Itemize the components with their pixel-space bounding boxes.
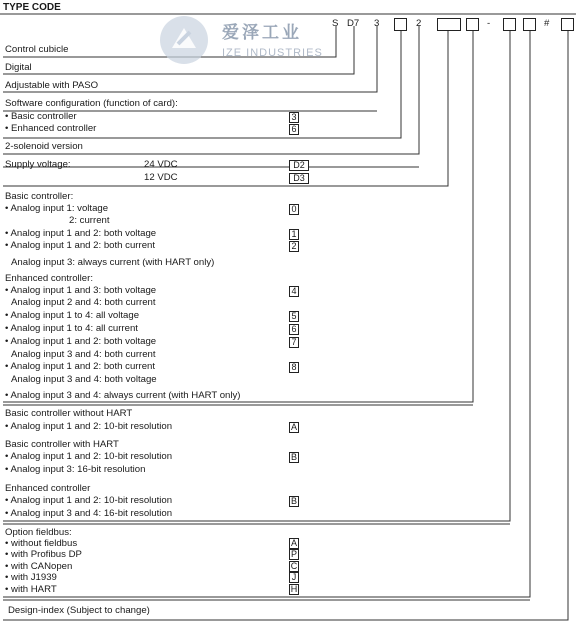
code-box-fc: C	[290, 561, 298, 571]
label-e2: • Analog input 1 to 4: all voltage	[5, 310, 140, 321]
label-digital: Digital	[5, 62, 32, 73]
code-box-d2: D2	[289, 160, 309, 171]
code-dash: -	[487, 18, 491, 29]
label-bnh-hdr: Basic controller without HART	[5, 408, 133, 419]
label-software-config: Software configuration (function of card):	[5, 98, 178, 109]
label-e3: • Analog input 1 to 4: all current	[5, 323, 138, 334]
code-box-fh: H	[290, 584, 298, 594]
code-slot-2	[437, 18, 461, 31]
label-bh1: • Analog input 1 and 2: 10-bit resolution	[5, 451, 173, 462]
code-box-0: 0	[289, 204, 299, 215]
label-12vdc: 12 VDC	[144, 172, 178, 183]
watermark-logo	[158, 14, 210, 70]
label-enhanced-controller: • Enhanced controller	[5, 123, 97, 134]
page-title: TYPE CODE	[3, 2, 61, 13]
label-ec-hdr: Enhanced controller	[5, 483, 91, 494]
code-box-4: 4	[289, 286, 299, 297]
label-b4: Analog input 3: always current (with HART only)	[11, 257, 215, 268]
code-box-2: 2	[289, 241, 299, 252]
code-hash: #	[544, 18, 550, 29]
label-adjustable: Adjustable with PASO	[5, 80, 99, 91]
label-bh-hdr: Basic controller with HART	[5, 439, 119, 450]
label-e1b: Analog input 2 and 4: both current	[11, 297, 156, 308]
watermark-subtext: IZE INDUSTRIES	[222, 47, 323, 59]
label-control-cubicle: Control cubicle	[5, 44, 69, 55]
code-box-5: 5	[289, 311, 299, 322]
label-ec2: • Analog input 3 and 4: 16-bit resolution	[5, 508, 173, 519]
label-b1b: 2: current	[69, 215, 110, 226]
label-fb5: • with HART	[5, 584, 57, 595]
label-fb4: • with J1939	[5, 572, 57, 583]
code-box-b2: B	[290, 496, 297, 506]
label-e4b: Analog input 3 and 4: both current	[11, 349, 156, 360]
label-e5b: Analog input 3 and 4: both voltage	[11, 374, 157, 385]
code-2: 2	[416, 18, 422, 29]
code-slot-5	[523, 18, 536, 31]
code-box-fj: J	[289, 572, 299, 583]
code-box-d3: D3	[289, 173, 309, 184]
label-b1a: • Analog input 1: voltage	[5, 203, 109, 214]
label-basic-controller: • Basic controller	[5, 111, 77, 122]
label-2-solenoid: 2-solenoid version	[5, 141, 83, 152]
code-3: 3	[374, 18, 380, 29]
code-box-6b: 6	[289, 324, 299, 335]
label-e6: • Analog input 3 and 4: always current (with HART only)	[5, 390, 241, 401]
label-e5a: • Analog input 1 and 2: both current	[5, 361, 156, 372]
label-ec1: • Analog input 1 and 2: 10-bit resolution	[5, 495, 173, 506]
code-box-7: 7	[289, 337, 299, 348]
label-bnh1: • Analog input 1 and 2: 10-bit resolution	[5, 421, 173, 432]
code-slot-1	[394, 18, 407, 31]
label-b3: • Analog input 1 and 2: both current	[5, 240, 156, 251]
label-fb-hdr: Option fieldbus:	[5, 527, 72, 538]
code-s: S	[332, 18, 339, 29]
label-fb1: • without fieldbus	[5, 538, 78, 549]
label-e1a: • Analog input 1 and 3: both voltage	[5, 285, 157, 296]
label-supply-voltage: Supply voltage:	[5, 159, 71, 170]
ize-logo-icon	[158, 14, 210, 66]
label-e4a: • Analog input 1 and 2: both voltage	[5, 336, 157, 347]
code-slot-6	[561, 18, 574, 31]
code-slot-3	[466, 18, 479, 31]
code-d7: D7	[347, 18, 360, 29]
label-fb3: • with CANopen	[5, 561, 73, 572]
label-design-index: Design-index (Subject to change)	[8, 605, 150, 616]
watermark-text: 爱泽工业	[222, 23, 302, 42]
code-box-3: 3	[289, 112, 299, 123]
code-box-a: A	[290, 422, 297, 432]
label-basic-hdr: Basic controller:	[5, 191, 74, 202]
label-24vdc: 24 VDC	[144, 159, 178, 170]
code-box-1: 1	[289, 229, 299, 240]
label-bh2: • Analog input 3: 16-bit resolution	[5, 464, 146, 475]
code-box-fa: A	[290, 538, 297, 548]
code-slot-4	[503, 18, 516, 31]
label-fb2: • with Profibus DP	[5, 549, 82, 560]
label-b2: • Analog input 1 and 2: both voltage	[5, 228, 157, 239]
code-box-8: 8	[289, 362, 299, 373]
code-box-fp: P	[290, 549, 297, 559]
code-box-b1: B	[290, 452, 297, 462]
code-box-6: 6	[289, 124, 299, 135]
label-enh-hdr: Enhanced controller:	[5, 273, 93, 284]
